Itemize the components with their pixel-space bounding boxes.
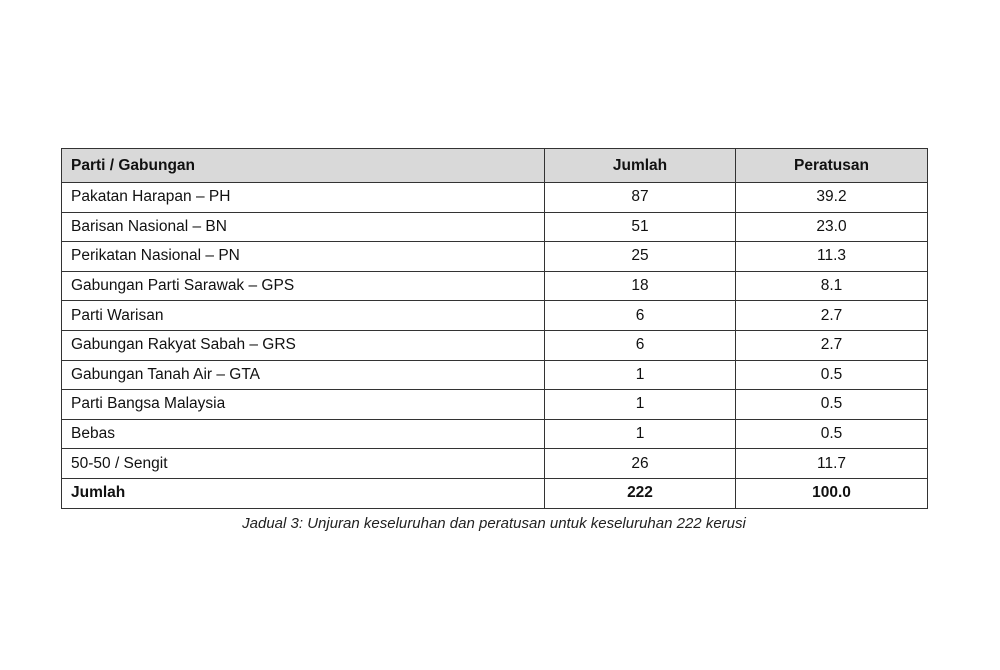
seats-cell: 1	[545, 419, 736, 449]
header-party: Parti / Gabungan	[62, 149, 545, 183]
total-label: Jumlah	[62, 478, 545, 508]
percent-cell: 2.7	[736, 330, 928, 360]
seats-cell: 1	[545, 390, 736, 420]
percent-cell: 0.5	[736, 419, 928, 449]
percent-cell: 39.2	[736, 183, 928, 213]
table-row	[62, 301, 928, 331]
seats-cell: 1	[545, 360, 736, 390]
percent-cell: 23.0	[736, 212, 928, 242]
percent-cell: 11.7	[736, 449, 928, 479]
percent-cell: 11.3	[736, 242, 928, 272]
table-row	[62, 242, 928, 272]
percent-cell: 8.1	[736, 271, 928, 301]
party-cell: Parti Warisan	[62, 301, 545, 331]
party-cell: Bebas	[62, 419, 545, 449]
percent-cell: 0.5	[736, 360, 928, 390]
party-cell: 50-50 / Sengit	[62, 449, 545, 479]
header-percent: Peratusan	[736, 149, 928, 183]
percent-cell: 0.5	[736, 390, 928, 420]
table-total-row	[62, 478, 928, 508]
party-cell: Parti Bangsa Malaysia	[62, 390, 545, 420]
seats-cell: 6	[545, 330, 736, 360]
party-cell: Gabungan Rakyat Sabah – GRS	[62, 330, 545, 360]
party-cell: Gabungan Tanah Air – GTA	[62, 360, 545, 390]
party-cell: Perikatan Nasional – PN	[62, 242, 545, 272]
total-seats: 222	[545, 478, 736, 508]
seats-cell: 26	[545, 449, 736, 479]
seats-cell: 6	[545, 301, 736, 331]
table-row	[62, 330, 928, 360]
seats-cell: 25	[545, 242, 736, 272]
table-row	[62, 419, 928, 449]
table-row	[62, 271, 928, 301]
table-row	[62, 183, 928, 213]
header-seats: Jumlah	[545, 149, 736, 183]
seats-cell: 87	[545, 183, 736, 213]
table-header-row	[62, 149, 928, 183]
party-cell: Gabungan Parti Sarawak – GPS	[62, 271, 545, 301]
seats-cell: 51	[545, 212, 736, 242]
seats-cell: 18	[545, 271, 736, 301]
percent-cell: 2.7	[736, 301, 928, 331]
total-percent: 100.0	[736, 478, 928, 508]
party-cell: Barisan Nasional – BN	[62, 212, 545, 242]
table-row	[62, 212, 928, 242]
table-row	[62, 390, 928, 420]
table-row	[62, 449, 928, 479]
party-cell: Pakatan Harapan – PH	[62, 183, 545, 213]
table-row	[62, 360, 928, 390]
seat-projection-table	[61, 148, 928, 509]
table-caption: Jadual 3: Unjuran keseluruhan dan peratusan untuk keseluruhan 222 kerusi	[242, 515, 746, 532]
